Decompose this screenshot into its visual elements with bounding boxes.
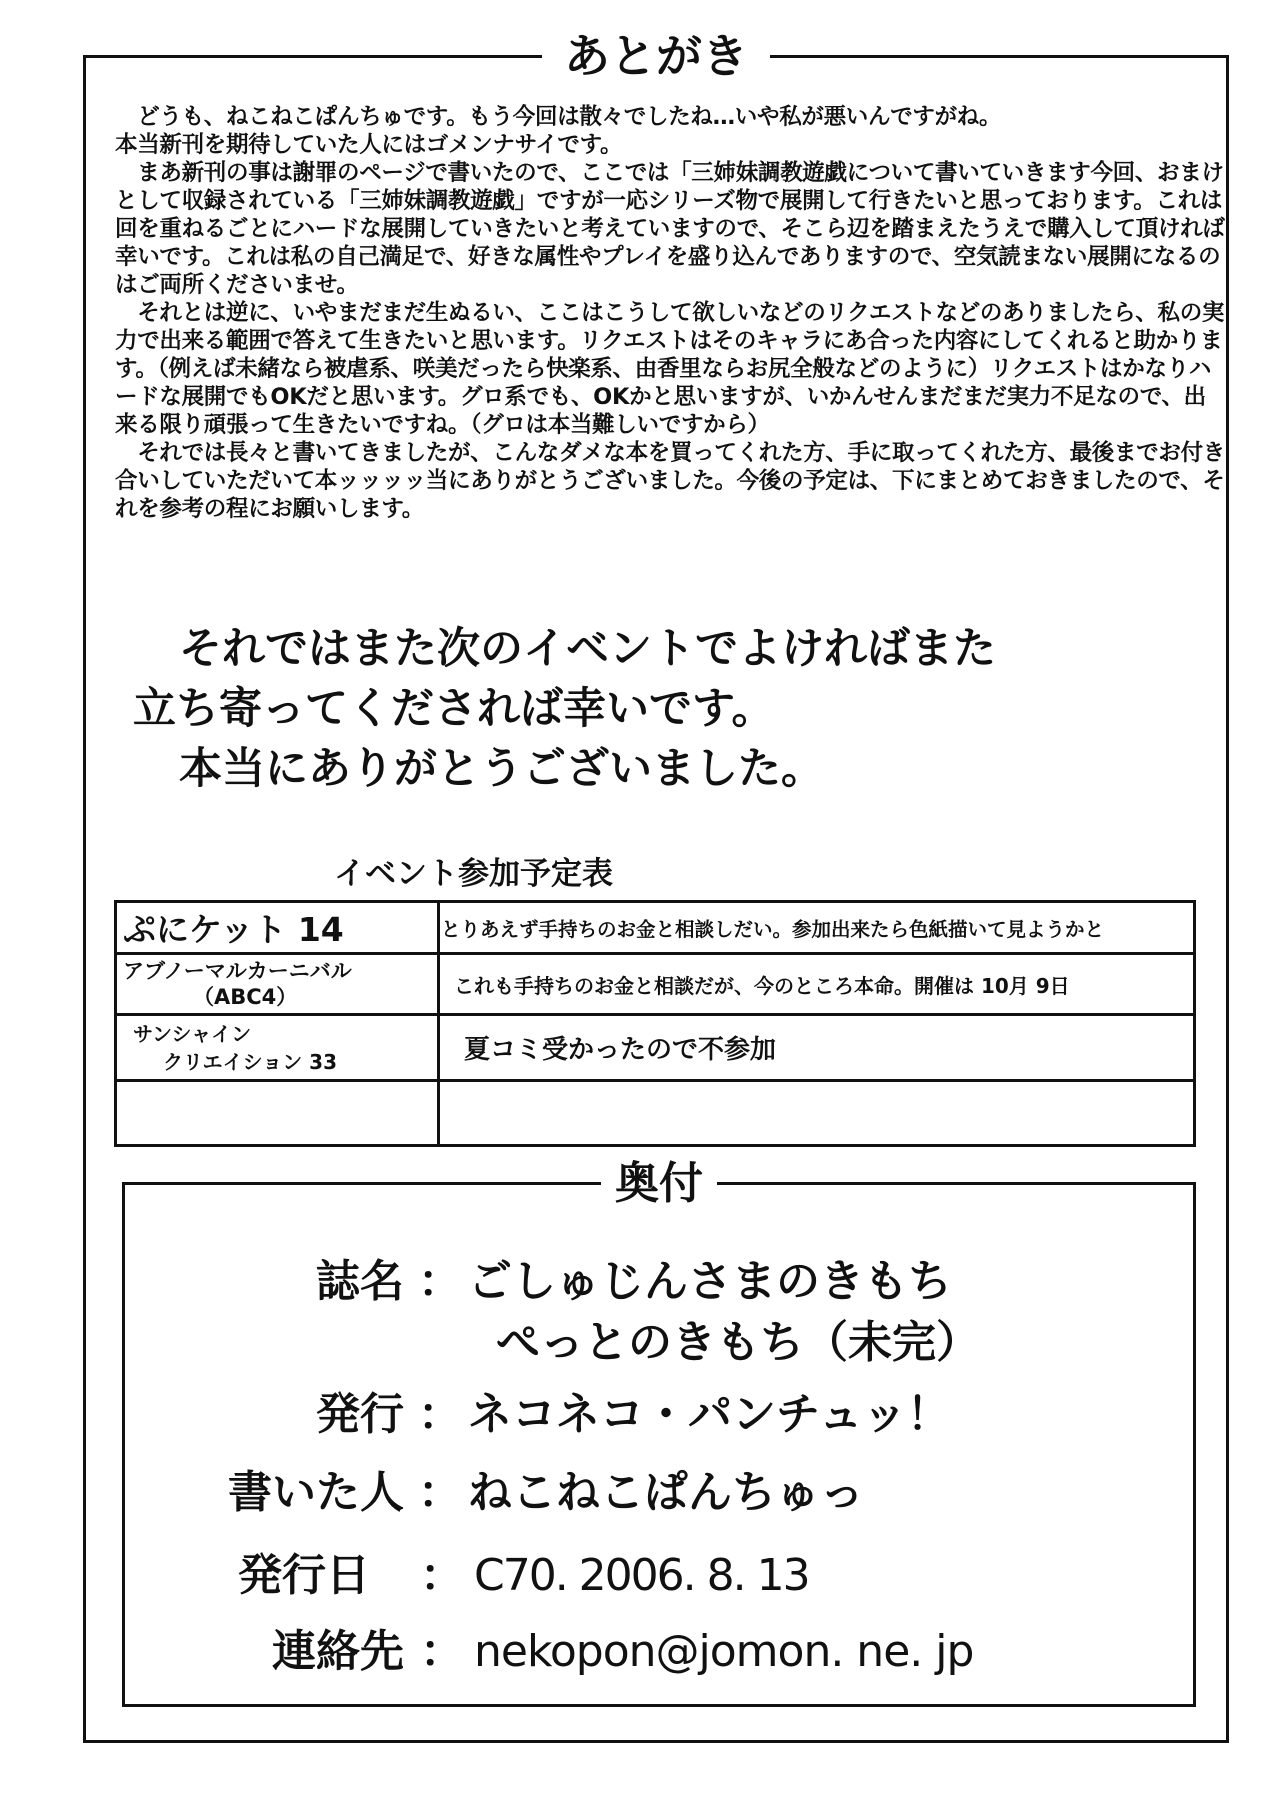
colophon-label: 発行日 bbox=[238, 1550, 370, 1601]
event-note bbox=[439, 1081, 1195, 1146]
paragraph: まあ新刊の事は謝罪のページで書いたので、ここでは「三姉妹調教遊戯について書いていきます今回、おまけとして収録されている「三姉妹調教遊戯」ですが一応シリーズ物で展開して行きたいと思っております。これは回を重ねるごとにハードな展開していきたいと考えていますので、そこら辺を踏まえたうえで購入して頂ければ幸いです。これは私の自己満足で、好きな属性やプレイを盛り込んでありますので、空気読まない展開になるのはご両所くださいませ。 bbox=[115, 160, 1225, 298]
event-schedule-title: イベント参加予定表 bbox=[334, 856, 613, 892]
table-row bbox=[116, 1081, 1195, 1146]
colophon-value: ごしゅじんさまのきもち bbox=[468, 1256, 952, 1307]
colophon-label: 発行 bbox=[316, 1389, 404, 1440]
colophon-title: 奥付 bbox=[601, 1159, 717, 1209]
closing-line: 立ち寄ってくだされば幸いです。 bbox=[133, 684, 775, 734]
event-note: とりあえず手持ちのお金と相談しだい。参加出来たら色紙描いて見ようかと bbox=[439, 902, 1195, 954]
colophon-label: 連絡先 bbox=[272, 1626, 404, 1677]
event-name-line: （ABC4） bbox=[193, 985, 298, 1009]
event-name-line: クリエイション 33 bbox=[163, 1049, 337, 1074]
afterword-body bbox=[115, 103, 1225, 523]
colophon-value: C70. 2006. 8. 13 bbox=[474, 1550, 809, 1601]
colon: ： bbox=[418, 1389, 462, 1440]
event-name-line: サンシャイン bbox=[133, 1021, 252, 1046]
paragraph: それでは長々と書いてきましたが、こんなダメな本を買ってくれた方、手に取ってくれた方、最後までお付き合いしていただいて本ッッッッ当にありがとうございました。今後の予定は、下にまとめておきましたので、それを参考の程にお願いします。 bbox=[115, 440, 1226, 522]
event-name bbox=[116, 954, 439, 1015]
event-name bbox=[116, 1081, 439, 1146]
colophon-value: ぺっとのきもち（未完） bbox=[496, 1317, 980, 1368]
table-row bbox=[116, 954, 1195, 1015]
table-row bbox=[116, 902, 1195, 954]
colon: ： bbox=[418, 1467, 462, 1518]
colophon-value: ネコネコ・パンチュッ！ bbox=[468, 1389, 951, 1440]
colon: ： bbox=[420, 1626, 464, 1677]
closing-line: 本当にありがとうございました。 bbox=[179, 744, 824, 794]
colon: ： bbox=[418, 1256, 462, 1307]
event-name-line: アブノーマルカーニバル bbox=[123, 959, 352, 983]
table-row bbox=[116, 1015, 1195, 1081]
event-note: 夏コミ受かったので不参加 bbox=[439, 1015, 1195, 1081]
paragraph: どうも、ねこねこぱんちゅです。もう今回は散々でしたね…いや私が悪いんですがね。 bbox=[115, 104, 1002, 130]
event-name bbox=[116, 1015, 439, 1081]
event-note: これも手持ちのお金と相談だが、今のところ本命。開催は 10月 9日 bbox=[439, 954, 1195, 1015]
afterword-title: あとがき bbox=[542, 31, 770, 81]
colophon-value: ねこねこぱんちゅっ bbox=[468, 1467, 864, 1518]
paragraph: 本当新刊を期待していた人にはゴメンナサイです。 bbox=[115, 132, 623, 158]
paragraph: それとは逆に、いやまだまだ生ぬるい、ここはこうして欲しいなどのリクエストなどのありましたら、私の実力で出来る範囲で答えて生きたいと思います。リクエストはそのキャラにあ合った内容にしてくれると助かります。（例えば未緒なら被虐系、咲美だったら快楽系、由香里ならお尻全般などのように）リクエストはかなりハードな展開でもOKだと思います。グロ系でも、OKかと思いますが、いかんせんまだまだ実力不足なので、出来る限り頑張って生きたいですね。（グロは本当難しいですから） bbox=[115, 300, 1225, 438]
closing-line: それではまた次のイベントでよければまた bbox=[179, 624, 996, 674]
colophon-value: nekopon@jomon. ne. jp bbox=[474, 1626, 974, 1677]
colophon-label: 書いた人 bbox=[228, 1467, 404, 1518]
event-schedule-table bbox=[114, 900, 1196, 1147]
colophon-label: 誌名 bbox=[316, 1256, 404, 1307]
colon: ： bbox=[420, 1550, 464, 1601]
event-name: ぷにケット 14 bbox=[116, 902, 439, 954]
